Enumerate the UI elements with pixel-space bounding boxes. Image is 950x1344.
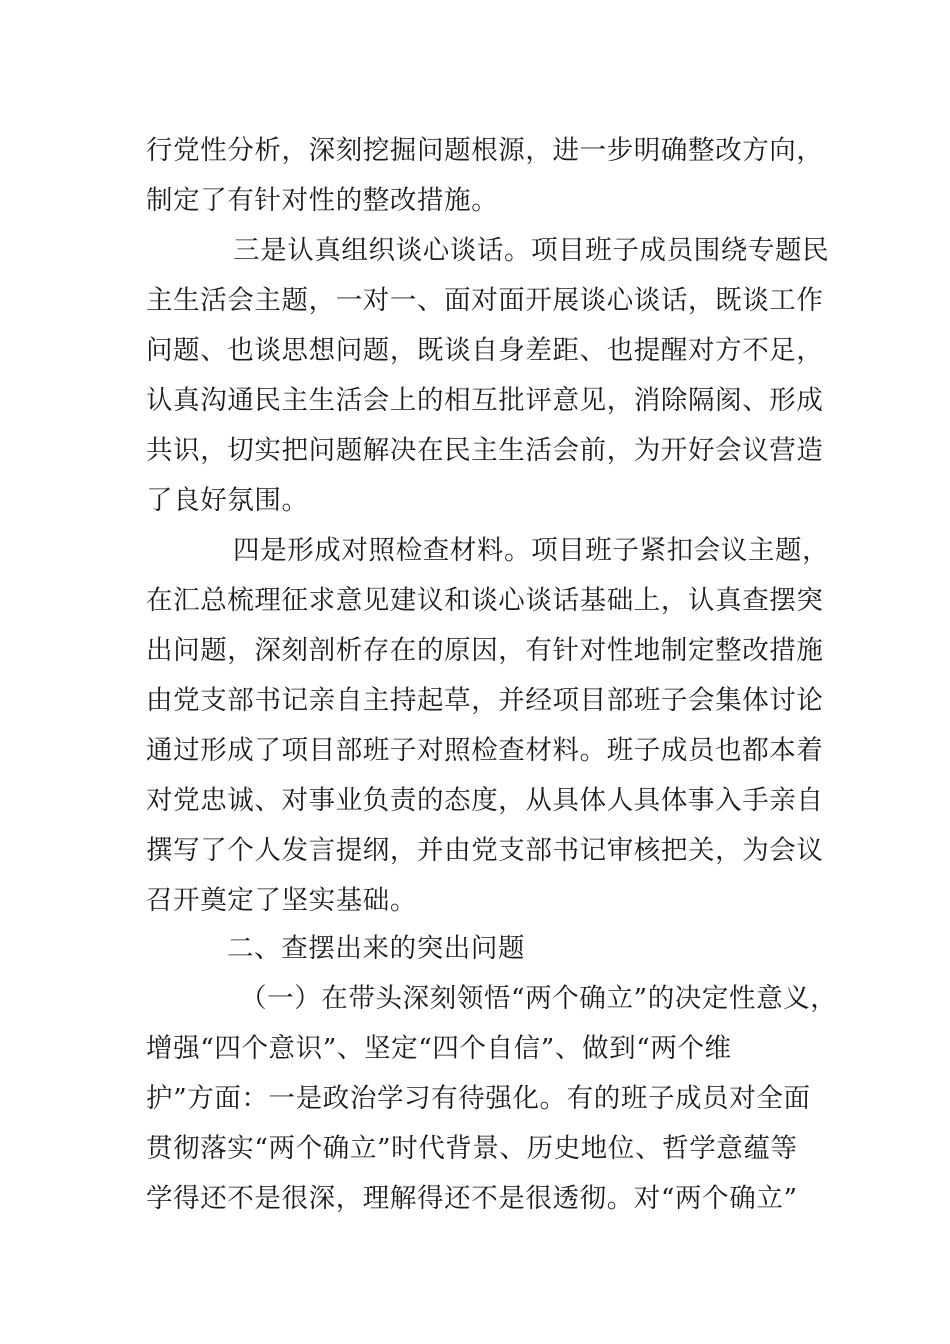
text-line: 增强“四个意识”、坚定“四个自信”、做到“两个维: [146, 1033, 732, 1064]
text-line: 在汇总梳理征求意见建议和谈心谈话基础上，认真查摆突: [146, 585, 824, 616]
section-heading: 二、查摆出来的突出问题: [227, 933, 526, 964]
text-line: 认真沟通民主生活会上的相互批评意见，消除隔阂、形成: [146, 385, 824, 416]
text-line: 出问题，深刻剖析存在的原因，有针对性地制定整改措施: [146, 635, 824, 666]
text-line: 召开奠定了坚实基础。: [146, 885, 417, 916]
text-line: 通过形成了项目部班子对照检查材料。班子成员也都本着: [146, 735, 824, 766]
subsection-first-line: （一）在带头深刻领悟“两个确立”的决定性意义，: [240, 983, 838, 1014]
text-line: 护”方面：一是政治学习有待强化。有的班子成员对全面: [146, 1083, 811, 1114]
text-line: 制定了有针对性的整改措施。: [146, 185, 499, 216]
text-line: 行党性分析，深刻挖掘问题根源，进一步明确整改方向，: [146, 135, 824, 166]
text-line: 对党忠诚、对事业负责的态度，从具体人具体事入手亲自: [146, 785, 824, 816]
text-line: 撰写了个人发言提纲，并由党支部书记审核把关，为会议: [146, 835, 824, 866]
text-line: 主生活会主题，一对一、面对面开展谈心谈话，既谈工作: [146, 285, 824, 316]
paragraph-first-line: 四是形成对照检查材料。项目班子紧扣会议主题，: [233, 535, 830, 566]
text-line: 了良好氛围。: [146, 485, 309, 516]
text-line: 由党支部书记亲自主持起草，并经项目部班子会集体讨论: [146, 685, 824, 716]
paragraph-first-line: 三是认真组织谈心谈话。项目班子成员围绕专题民: [233, 235, 830, 266]
text-line: 贯彻落实“两个确立”时代背景、历史地位、哲学意蕴等: [146, 1133, 798, 1164]
text-line: 学得还不是很深，理解得还不是很透彻。对“两个确立”: [146, 1183, 798, 1214]
text-line: 共识，切实把问题解决在民主生活会前，为开好会议营造: [146, 435, 824, 466]
text-line: 问题、也谈思想问题，既谈自身差距、也提醒对方不足，: [146, 335, 824, 366]
